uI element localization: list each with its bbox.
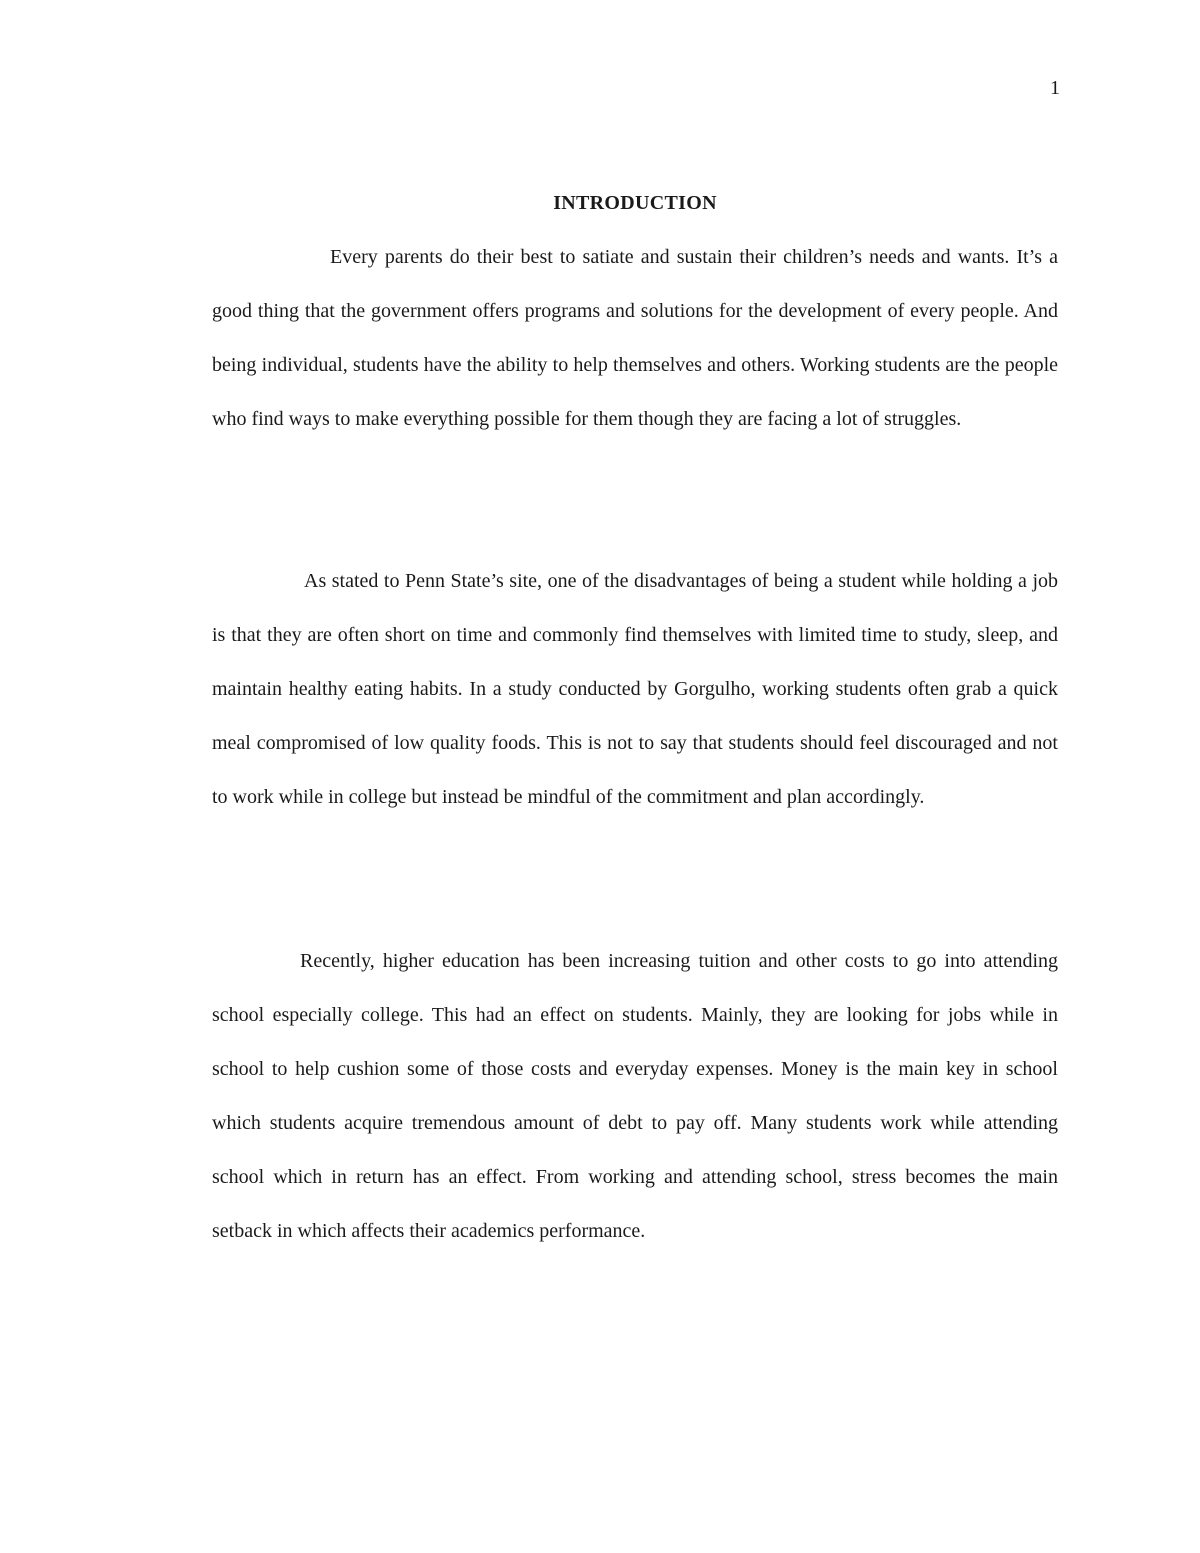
paragraph-1: Every parents do their best to satiate and sustain their children’s needs and wants. It’s a good thing that the government offers programs and solutions for the development of every people. And being individual, students have the ability to help themselves and others. Working students are the people who find ways to make everything possible for them though they are facing a lot of struggles. <box>212 246 1058 430</box>
page-number: 1 <box>1050 77 1060 99</box>
section-heading: INTRODUCTION <box>553 192 717 214</box>
paragraph-3: Recently, higher education has been increasing tuition and other costs to go into attending school especially college. This had an effect on students. Mainly, they are looking for jobs while in school to help cushion some of those costs and everyday expenses. Money is the main key in school which students acquire tremendous amount of debt to pay off. Many students work while attending school which in return has an effect. From working and attending school, stress becomes the main setback in which affects their academics performance. <box>212 950 1058 1242</box>
paragraph-2: As stated to Penn State’s site, one of the disadvantages of being a student while holding a job is that they are often short on time and commonly find themselves with limited time to study, sleep, and maintain healthy eating habits. In a study conducted by Gorgulho, working students often grab a quick meal compromised of low quality foods. This is not to say that students should feel discouraged and not to work while in college but instead be mindful of the commitment and plan accordingly. <box>212 570 1058 808</box>
